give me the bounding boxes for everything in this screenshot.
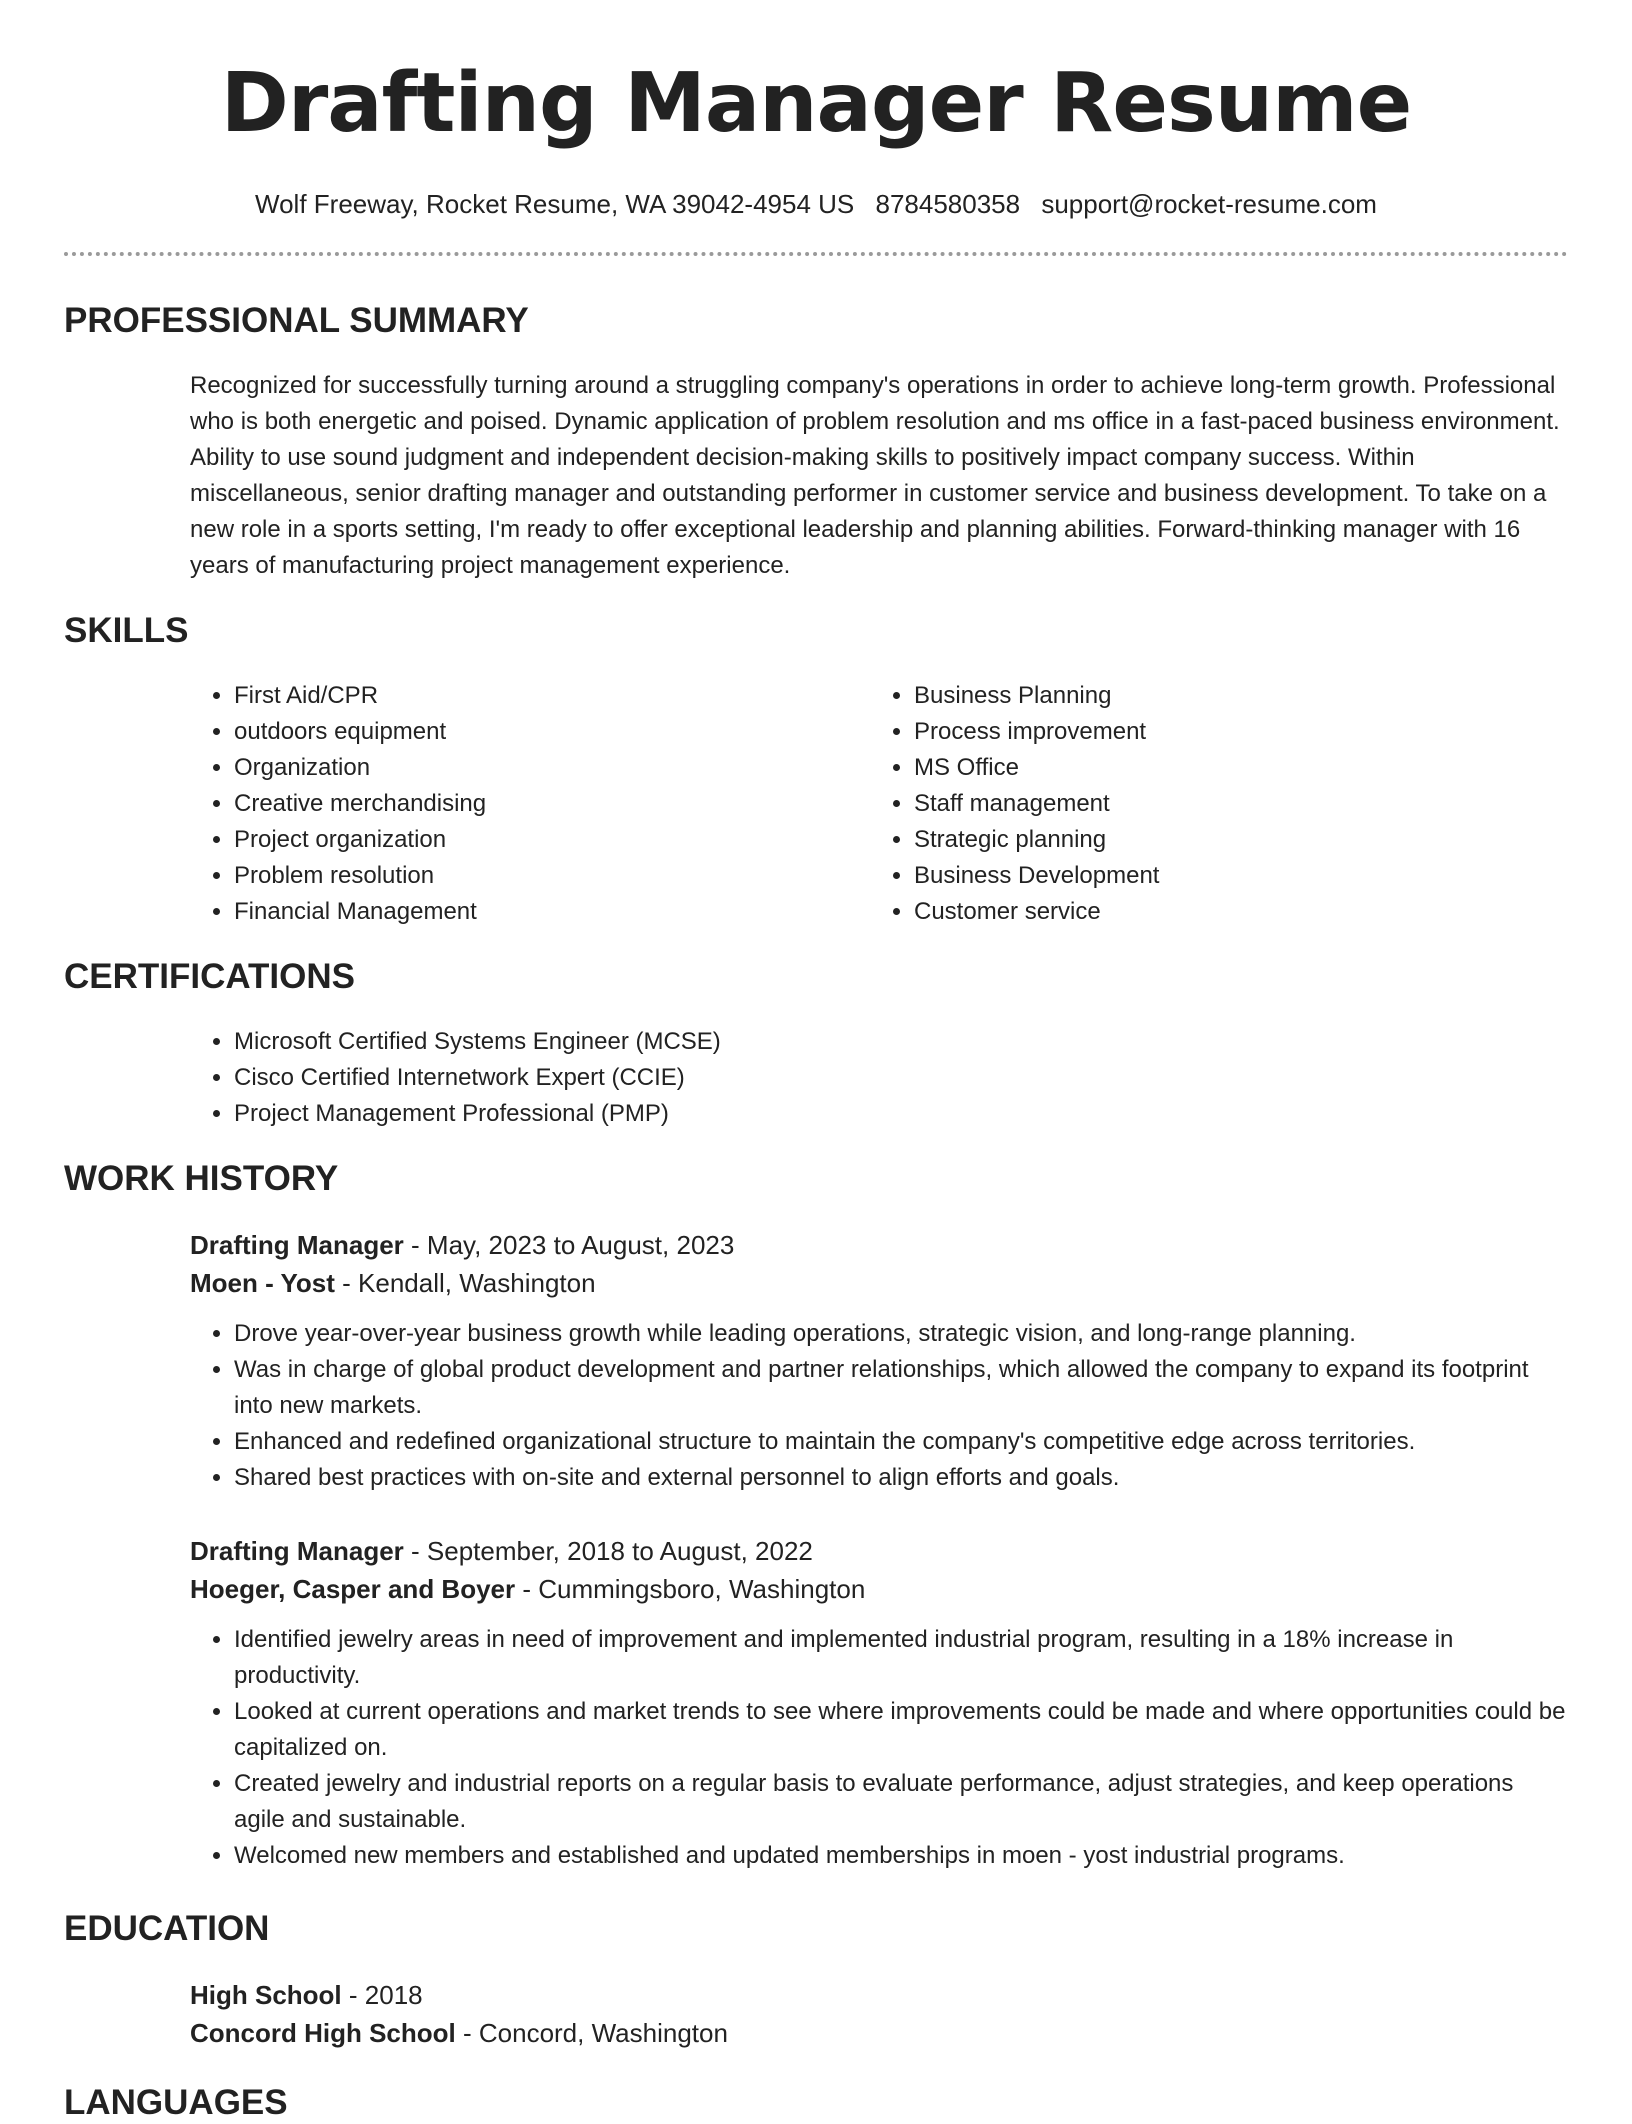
certification-item: • Microsoft Certified Systems Engineer (MCSE) [234,1024,1568,1060]
skill-item: • Customer service [914,894,1550,930]
certifications-section [64,956,1568,1132]
skills-column-right [870,678,1550,930]
certifications-list [190,1024,1568,1132]
contact-email: support@rocket-resume.com [1041,189,1377,219]
contact-info [64,188,1568,220]
skills-grid [190,678,1568,930]
job-title-line [190,1532,1568,1570]
skill-item: • Problem resolution [234,858,870,894]
resume-title: Drafting Manager Resume [220,56,1412,151]
job-company: Hoeger, Casper and Boyer [190,1574,516,1604]
job-dates: - September, 2018 to August, 2022 [403,1536,813,1566]
skill-item: • Staff management [914,786,1550,822]
job-entry [190,1532,1568,1874]
job-bullet: • Created jewelry and industrial reports on a regular basis to evaluate performance, adjust strategies, and keep operations agile and sustainable. [234,1766,1568,1838]
job-bullet: • Enhanced and redefined organizational structure to maintain the company's competitive edge across territories. [234,1424,1568,1460]
job-bullets [190,1622,1568,1874]
job-dates: - May, 2023 to August, 2023 [403,1230,735,1260]
certification-item: • Cisco Certified Internetwork Expert (CCIE) [234,1060,1568,1096]
summary-text: Recognized for successfully turning around a struggling company's operations in order to achieve long-term growth. Professional who is both energetic and poised. Dynamic application of problem resolution and ms office in a fast-paced business environment. Ability to use sound judgment and independent decision-making skills to positively impact company success. Within miscellaneous, senior drafting manager and outstanding performer in customer service and business development. To take on a new role in a sports setting, I'm ready to offer exceptional leadership and planning abilities. Forward-thinking manager with 16 years of manufacturing project management experience. [190,372,1560,579]
skill-item: • First Aid/CPR [234,678,870,714]
certification-item: • Project Management Professional (PMP) [234,1096,1568,1132]
education-school-line [190,2014,1568,2052]
skill-item: • Financial Management [234,894,870,930]
skills-column-left [190,678,870,930]
education-degree-line [190,1976,1568,2014]
job-company-line [190,1570,1568,1608]
skill-item: • Process improvement [914,714,1550,750]
summary-section [64,300,1568,584]
work-history-section [64,1158,1568,1874]
job-entry [190,1226,1568,1496]
certifications-list-wrap [190,1024,1568,1132]
education-heading: EDUCATION [64,1909,270,1948]
header-divider [64,252,1568,256]
skill-item: • Strategic planning [914,822,1550,858]
skills-list-left [190,678,870,930]
skill-item: • outdoors equipment [234,714,870,750]
job-title-line [190,1226,1568,1264]
work-history-heading: WORK HISTORY [64,1159,339,1198]
job-title: Drafting Manager [190,1230,404,1260]
job-company-line [190,1264,1568,1302]
skill-item: • Creative merchandising [234,786,870,822]
job-location: - Cummingsboro, Washington [515,1574,866,1604]
education-location: - Concord, Washington [455,2018,728,2048]
resume-page [64,0,1568,2124]
job-location: - Kendall, Washington [334,1268,596,1298]
education-school: Concord High School [190,2018,456,2048]
summary-heading: PROFESSIONAL SUMMARY [64,301,529,340]
job-title: Drafting Manager [190,1536,404,1566]
contact-address: Wolf Freeway, Rocket Resume, WA 39042-4954 US [255,189,855,219]
job-bullet: • Drove year-over-year business growth while leading operations, strategic vision, and long-range planning. [234,1316,1568,1352]
education-degree: High School [190,1980,342,2010]
skill-item: • MS Office [914,750,1550,786]
languages-heading: LANGUAGES [64,2083,288,2122]
skill-item: • Organization [234,750,870,786]
certifications-heading: CERTIFICATIONS [64,957,356,996]
skill-item: • Business Planning [914,678,1550,714]
contact-phone: 8784580358 [875,189,1021,219]
job-bullet: • Looked at current operations and market trends to see where improvements could be made and where opportunities could be capitalized on. [234,1694,1568,1766]
job-bullet: • Shared best practices with on-site and external personnel to align efforts and goals. [234,1460,1568,1496]
education-year: - 2018 [341,1980,423,2010]
education-section [64,1908,1568,2052]
skills-list-right [870,678,1550,930]
skills-heading: SKILLS [64,611,189,650]
job-bullet: • Welcomed new members and established and updated memberships in moen - yost industrial programs. [234,1838,1568,1874]
job-bullets [190,1316,1568,1496]
job-bullet: • Was in charge of global product development and partner relationships, which allowed the company to expand its footprint into new markets. [234,1352,1568,1424]
skill-item: • Project organization [234,822,870,858]
job-company: Moen - Yost [190,1268,335,1298]
job-bullet: • Identified jewelry areas in need of improvement and implemented industrial program, resulting in a 18% increase in productivity. [234,1622,1568,1694]
skills-section [64,610,1568,930]
skill-item: • Business Development [914,858,1550,894]
education-entry [190,1976,1568,2052]
languages-section [64,2082,1568,2124]
